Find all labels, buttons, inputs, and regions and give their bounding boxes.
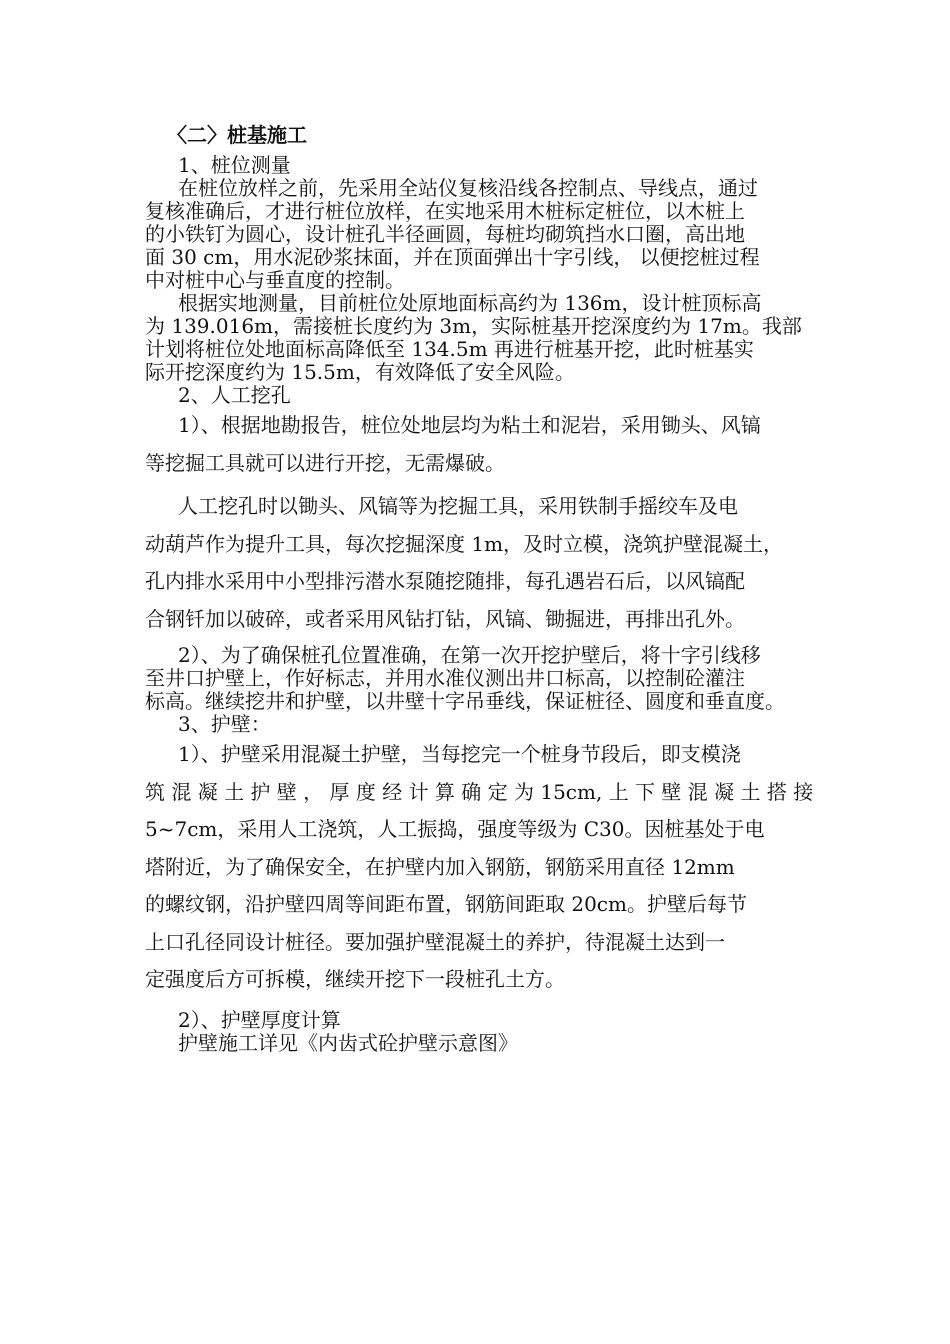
paragraph-line: 至井口护壁上，作好标志，并用水准仪测出井口标高，以控制砼灌注 — [145, 667, 745, 690]
paragraph-positioning — [145, 644, 813, 713]
paragraph-geology — [145, 407, 813, 482]
paragraph-line: 1）、根据地勘报告，桩位处地层均为粘土和泥岩，采用锄头、风镐 — [178, 413, 761, 437]
paragraph-line: 等挖掘工具就可以进行开挖，无需爆破。 — [145, 450, 505, 475]
document-body — [145, 118, 813, 1055]
paragraph-line: 为 139.016m，需接桩长度约为 3m，实际桩基开挖深度约为 17m。我部 — [145, 315, 802, 338]
paragraph-line: 复核准确后，才进行桩位放样，在实地采用木桩标定桩位，以木桩上 — [145, 200, 745, 223]
paragraph-elevation — [145, 292, 813, 384]
paragraph-line: 2）、为了确保桩孔位置准确，在第一次开挖护壁后，将十字引线移 — [178, 644, 761, 667]
paragraph-line: 孔内排水采用中小型排污潜水泵随挖随排，每孔遇岩石后，以风镐配 — [145, 569, 745, 593]
paragraph-line: 人工挖孔时以锄头、风镐等为挖掘工具，采用铁制手摇绞车及电 — [178, 494, 738, 518]
paragraph-line: 的小铁钉为圆心，设计桩孔半径画圆，每桩均砌筑挡水口圈，高出地 — [145, 223, 745, 246]
diagram-reference: 护壁施工详见《内齿式砼护壁示意图》 — [178, 1031, 518, 1055]
paragraph-line: 塔附近，为了确保安全，在护壁内加入钢筋，钢筋采用直径 12mm — [145, 854, 735, 879]
section-title: 〈二〉桩基施工 — [167, 123, 307, 147]
paragraph-line: 5~7cm，采用人工浇筑，人工振捣，强度等级为 C30。因桩基处于电 — [145, 817, 765, 841]
subsection-title-2: 2、人工挖孔 — [178, 384, 291, 407]
paragraph-survey — [145, 177, 813, 292]
paragraph-line: 中对桩中心与垂直度的控制。 — [145, 269, 405, 292]
paragraph-line: 面 30 cm，用水泥砂浆抹面，并在顶面弹出十字引线， 以便挖桩过程 — [145, 246, 760, 269]
subsection-title-1: 1、桩位测量 — [178, 154, 291, 177]
paragraph-manual-digging — [145, 488, 813, 638]
subsection-title-3: 3、护壁： — [178, 713, 271, 736]
paragraph-line: 动葫芦作为提升工具，每次挖掘深度 1m，及时立模，浇筑护壁混凝土， — [145, 531, 784, 556]
paragraph-line: 的螺纹钢，沿护壁四周等间距布置，钢筋间距取 20cm。护壁后每节 — [145, 892, 747, 916]
paragraph-line: 筑 混 凝 土 护 壁 ， 厚 度 经 计 算 确 定 为 15cm, 上 下 壁 混 凝 土 搭 接 — [145, 779, 813, 804]
paragraph-line: 根据实地测量，目前桩位处原地面标高约为 136m，设计桩顶标高 — [178, 292, 762, 315]
paragraph-line: 标高。继续挖井和护壁，以井壁十字吊垂线，保证桩径、圆度和垂直度。 — [145, 690, 785, 713]
paragraph-line: 定强度后方可拆模，继续开挖下一段桩孔土方。 — [145, 967, 565, 991]
paragraph-line: 上口孔径同设计桩径。要加强护壁混凝土的养护，待混凝土达到一 — [145, 929, 725, 954]
paragraph-line: 际开挖深度约为 15.5m，有效降低了安全风险。 — [145, 361, 575, 384]
paragraph-line: 1）、护壁采用混凝土护壁，当每挖完一个桩身节段后，即支模浇 — [178, 742, 741, 766]
paragraph-retaining-wall — [145, 736, 813, 999]
paragraph-line: 计划将桩位处地面标高降低至 134.5m 再进行桩基开挖，此时桩基实 — [145, 338, 754, 361]
wall-thickness-title: 2）、护壁厚度计算 — [178, 1008, 341, 1032]
paragraph-line: 在桩位放样之前，先采用全站仪复核沿线各控制点、导线点，通过 — [178, 177, 758, 200]
paragraph-line: 合钢钎加以破碎，或者采用风钻打钻，风镐、锄掘进，再排出孔外。 — [145, 606, 745, 631]
